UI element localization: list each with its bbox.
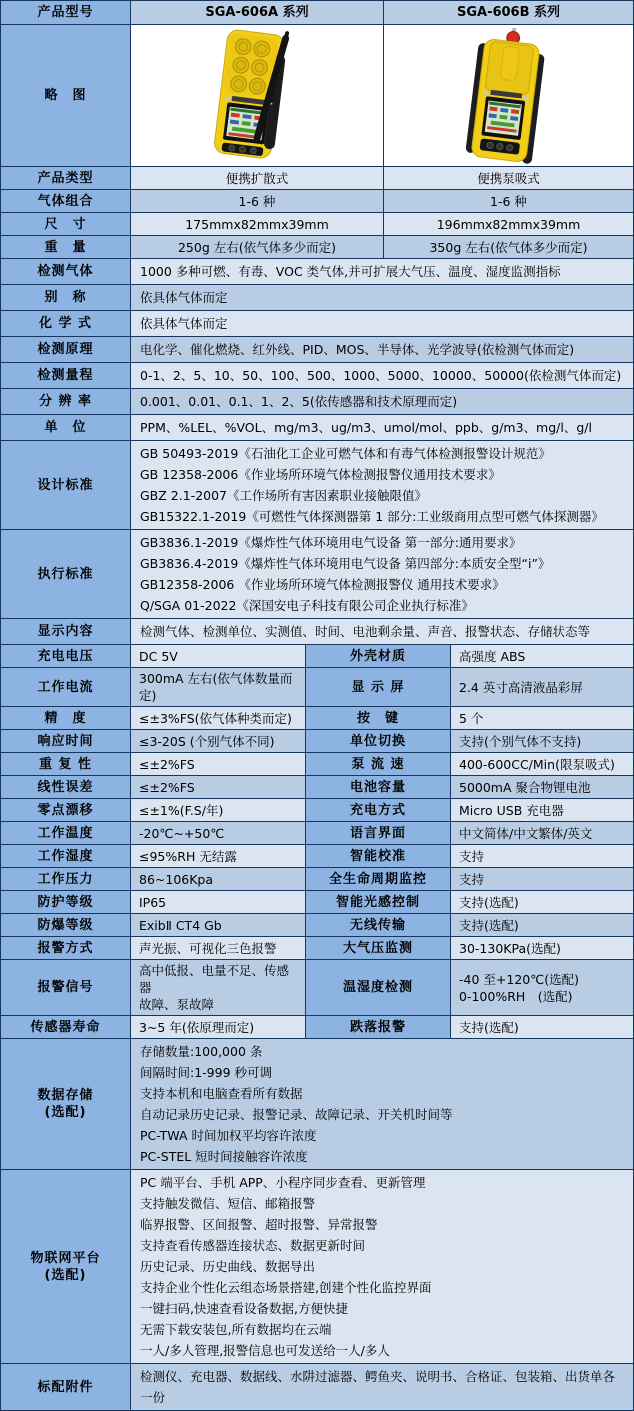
text-line: 检测量程: [37, 368, 94, 383]
text-line: 存储数量:100,000 条: [140, 1044, 263, 1059]
text-line: ≤±2%FS: [139, 756, 195, 772]
text-line: 0-100%RH (选配): [459, 988, 573, 1004]
row-label: [1, 868, 131, 890]
text-line: 便携扩散式: [225, 170, 289, 186]
spec-value-right: [451, 822, 633, 844]
table-row: [1, 960, 633, 1016]
text-line: 一键扫码,快速查看设备数据,方便快捷: [140, 1301, 348, 1316]
spec-value-left: [131, 799, 306, 821]
row-label: [1, 441, 131, 529]
spec-value-left: [131, 668, 306, 706]
text-line: 支持企业个性化云组态场景搭建,创建个性化监控界面: [140, 1280, 432, 1295]
text-line: 历史记录、历史曲线、数据导出: [140, 1259, 316, 1274]
text-line: 0.001、0.01、0.1、1、2、5(依传感器和技术原理而定): [140, 394, 458, 409]
sga-606a-product-image: [131, 25, 383, 166]
row-label: [1, 25, 131, 166]
text-line: 高中低报、电量不足、传感器: [139, 963, 290, 995]
text-line: 报警信号: [37, 980, 94, 995]
text-line: 声光振、可视化三色报警: [139, 940, 277, 956]
row-label: [1, 1170, 131, 1363]
spec-value-left: [131, 822, 306, 844]
row-label: [1, 645, 131, 667]
row-label: [1, 311, 131, 336]
text-line: 智能校准: [349, 848, 406, 864]
model-a-header: [131, 1, 384, 24]
spec-value-right: [451, 845, 633, 867]
spec-value-left: [131, 891, 306, 913]
value-a: [131, 213, 384, 235]
text-line: PC-STEL 短时间接触容许浓度: [140, 1149, 308, 1164]
text-line: 单位切换: [349, 733, 406, 749]
table-row: [1, 822, 633, 845]
text-line: SGA-606B 系列: [456, 5, 561, 20]
table-row: [1, 668, 633, 707]
value-a: [131, 190, 384, 212]
text-line: PPM、%LEL、%VOL、mg/m3、ug/m3、umol/mol、ppb、g/m3、mg/l、g/l: [140, 420, 592, 435]
spec-value-right: [451, 707, 633, 729]
row-label-2: [306, 753, 451, 775]
spec-value-right: [451, 868, 633, 890]
row-label: [1, 753, 131, 775]
spec-value-right: [451, 730, 633, 752]
spec-value-left: [131, 1016, 306, 1038]
spec-value: [131, 389, 633, 414]
text-line: 1000 多种可燃、有毒、VOC 类气体,并可扩展大气压、温度、湿度监测指标: [140, 264, 561, 279]
text-line: ≤±3%FS(依气体种类而定): [139, 710, 292, 726]
spec-value-left: [131, 753, 306, 775]
text-line: 工作湿度: [37, 848, 94, 864]
row-label-2: [306, 776, 451, 798]
row-label-2: [306, 645, 451, 667]
text-line: 检测气体: [37, 264, 94, 279]
text-line: 支持(个别气体不支持): [459, 733, 582, 749]
row-label-2: [306, 1016, 451, 1038]
text-line: 重 复 性: [38, 756, 93, 772]
text-line: 全生命周期监控: [328, 871, 427, 887]
text-line: GB3836.1-2019《爆炸性气体环境用电气设备 第一部分:通用要求》: [140, 535, 522, 550]
text-line: 支持: [459, 871, 485, 887]
text-line: 1-6 种: [490, 193, 527, 209]
text-line: 显 示 屏: [351, 679, 405, 695]
table-row: [1, 25, 633, 167]
row-label: [1, 190, 131, 212]
product-image-cell-a: [131, 25, 384, 166]
text-line: 5000mA 聚合物锂电池: [459, 779, 591, 795]
spec-value-left: [131, 645, 306, 667]
spec-value-right: [451, 799, 633, 821]
table-row: [1, 1170, 633, 1364]
spec-value-right: [451, 960, 633, 1015]
table-row: [1, 1016, 633, 1039]
table-row: [1, 236, 633, 259]
text-line: 5 个: [459, 710, 484, 726]
row-label: [1, 1039, 131, 1169]
table-row: [1, 1364, 633, 1410]
text-line: 外壳材质: [349, 648, 406, 664]
spec-value-left: [131, 960, 306, 1015]
text-line: 3~5 年(依原理而定): [139, 1019, 255, 1035]
text-line: 工作温度: [37, 825, 94, 841]
row-label-2: [306, 707, 451, 729]
spec-value-right: [451, 776, 633, 798]
row-label: [1, 891, 131, 913]
text-line: 检测仪、充电器、数据线、水阱过滤器、鳄鱼夹、说明书、合格证、包装箱、出货单各一份: [140, 1369, 616, 1405]
spec-value-right: [451, 668, 633, 706]
text-line: 产品类型: [37, 170, 94, 186]
text-line: 支持(选配): [459, 917, 519, 933]
table-row: [1, 337, 633, 363]
table-row: [1, 441, 633, 530]
spec-value: [131, 1170, 633, 1363]
row-label: [1, 707, 131, 729]
table-row: [1, 868, 633, 891]
text-line: 电池容量: [349, 779, 406, 795]
row-label-2: [306, 822, 451, 844]
sga-606b-product-image: [384, 25, 633, 166]
table-row: [1, 619, 633, 645]
row-label: [1, 1, 131, 24]
spec-value-right: [451, 645, 633, 667]
row-label-2: [306, 914, 451, 936]
spec-value-left: [131, 730, 306, 752]
text-line: 196mmx82mmx39mm: [436, 216, 581, 232]
text-line: 略 图: [44, 88, 87, 103]
text-line: 化 学 式: [38, 316, 93, 331]
text-line: 便携泵吸式: [477, 170, 540, 186]
row-label: [1, 822, 131, 844]
text-line: ≤±2%FS: [139, 779, 195, 795]
text-line: IP65: [139, 894, 167, 910]
text-line: GB 12358-2006《作业场所环境气体检测报警仪通用技术要求》: [140, 467, 501, 482]
table-row: [1, 645, 633, 668]
text-line: -40 至+120℃(选配): [459, 971, 580, 987]
table-row: [1, 776, 633, 799]
table-row: [1, 213, 633, 236]
text-line: 支持查看传感器连接状态、数据更新时间: [140, 1238, 366, 1253]
text-line: 数据存储: [37, 1088, 94, 1103]
value-b: [384, 190, 633, 212]
row-label-2: [306, 845, 451, 867]
text-line: GB3836.4-2019《爆炸性气体环境用电气设备 第四部分:本质安全型“i”》: [140, 556, 551, 571]
spec-value-left: [131, 776, 306, 798]
text-line: 400-600CC/Min(限泵吸式): [459, 756, 615, 772]
text-line: 中文简体/中文繁体/英文: [459, 825, 593, 841]
text-line: 300mA 左右(依气体数量而定): [139, 671, 293, 703]
spec-value: [131, 311, 633, 336]
table-row: [1, 891, 633, 914]
text-line: 无需下载安装包,所有数据均在云端: [140, 1322, 332, 1337]
text-line: 自动记录历史记录、报警记录、故障记录、开关机时间等: [140, 1107, 453, 1122]
text-line: GB 50493-2019《石油化工企业可燃气体和有毒气体检测报警设计规范》: [140, 446, 551, 461]
text-line: 重 量: [44, 239, 87, 255]
row-label-2: [306, 891, 451, 913]
text-line: 支持(选配): [459, 1019, 519, 1035]
text-line: 标配附件: [37, 1379, 94, 1395]
text-line: ≤±1%(F.S/年): [139, 802, 224, 818]
product-image-cell-b: [384, 25, 633, 166]
row-label-2: [306, 937, 451, 959]
text-line: 智能光感控制: [335, 894, 420, 910]
text-line: 检测气体、检测单位、实测值、时间、电池剩余量、声音、报警状态、存储状态等: [140, 624, 591, 639]
table-row: [1, 753, 633, 776]
spec-value: [131, 619, 633, 644]
text-line: (选配): [44, 1267, 87, 1283]
text-line: 物联网平台: [30, 1250, 101, 1266]
table-row: [1, 707, 633, 730]
text-line: SGA-606A 系列: [205, 5, 309, 20]
model-b-header: [384, 1, 633, 24]
text-line: 显示内容: [37, 624, 94, 639]
table-row: [1, 311, 633, 337]
text-line: 防爆等级: [37, 917, 94, 933]
row-label-2: [306, 668, 451, 706]
text-line: 支持本机和电脑查看所有数据: [140, 1086, 303, 1101]
spec-value: [131, 530, 633, 618]
spec-value-right: [451, 753, 633, 775]
spec-value: [131, 441, 633, 529]
text-line: 支持: [459, 848, 485, 864]
spec-value-left: [131, 914, 306, 936]
row-label-2: [306, 730, 451, 752]
text-line: 跌落报警: [349, 1019, 406, 1035]
text-line: 泵 流 速: [351, 756, 405, 772]
text-line: ExibⅡ CT4 Gb: [139, 917, 222, 933]
row-label-2: [306, 868, 451, 890]
row-label: [1, 1364, 131, 1410]
text-line: 充电方式: [349, 802, 406, 818]
table-row: [1, 1039, 633, 1170]
text-line: 一人/多人管理,报警信息也可发送给一人/多人: [140, 1343, 390, 1358]
spec-value: [131, 363, 633, 388]
spec-value-right: [451, 937, 633, 959]
row-label: [1, 730, 131, 752]
text-line: 精 度: [44, 710, 87, 726]
table-row: [1, 190, 633, 213]
value-b: [384, 236, 633, 258]
text-line: 单 位: [44, 420, 87, 435]
table-row: [1, 937, 633, 960]
spec-value-right: [451, 914, 633, 936]
row-label: [1, 363, 131, 388]
row-label: [1, 937, 131, 959]
table-row: [1, 845, 633, 868]
text-line: -20℃~+50℃: [139, 825, 225, 841]
text-line: GBZ 2.1-2007《工作场所有害因素职业接触限值》: [140, 488, 428, 503]
text-line: ≤95%RH 无结露: [139, 848, 237, 864]
row-label: [1, 776, 131, 798]
text-line: 防护等级: [37, 894, 94, 910]
row-label: [1, 415, 131, 440]
spec-value: [131, 1039, 633, 1169]
row-label: [1, 285, 131, 310]
text-line: 分 辨 率: [38, 394, 93, 409]
text-line: 30-130KPa(选配): [459, 940, 561, 956]
spec-value: [131, 337, 633, 362]
table-row: [1, 799, 633, 822]
pump-detector-illustration: [434, 27, 584, 165]
text-line: 2.4 英寸高清液晶彩屏: [459, 679, 583, 695]
text-line: 语言界面: [349, 825, 406, 841]
text-line: 充电电压: [37, 648, 94, 664]
spec-value: [131, 259, 633, 284]
table-row: [1, 530, 633, 619]
row-label-2: [306, 960, 451, 1015]
text-line: 线性误差: [37, 779, 94, 795]
spec-value-left: [131, 845, 306, 867]
text-line: 工作电流: [37, 679, 94, 695]
spec-value: [131, 1364, 633, 1410]
row-label: [1, 668, 131, 706]
text-line: 气体组合: [37, 193, 94, 209]
text-line: 175mmx82mmx39mm: [185, 216, 329, 232]
header-row: [1, 1, 633, 25]
text-line: 设计标准: [37, 477, 94, 493]
spec-value-left: [131, 937, 306, 959]
table-row: [1, 167, 633, 190]
text-line: 依具体气体而定: [140, 290, 228, 305]
text-line: 尺 寸: [44, 216, 87, 232]
text-line: 间隔时间:1-999 秒可调: [140, 1065, 273, 1080]
row-label: [1, 799, 131, 821]
text-line: 检测原理: [37, 342, 94, 357]
value-a: [131, 236, 384, 258]
text-line: Q/SGA 01-2022《深国安电子科技有限公司企业执行标准》: [140, 598, 474, 613]
table-row: [1, 259, 633, 285]
text-line: ≤3-20S (个别气体不同): [139, 733, 275, 749]
value-b: [384, 167, 633, 189]
row-label: [1, 259, 131, 284]
text-line: 支持触发微信、短信、邮箱报警: [140, 1196, 316, 1211]
table-row: [1, 363, 633, 389]
spec-value-right: [451, 891, 633, 913]
text-line: 1-6 种: [238, 193, 276, 209]
row-label: [1, 960, 131, 1015]
text-line: 故障、泵故障: [139, 997, 215, 1012]
text-line: 工作压力: [37, 871, 94, 887]
text-line: PC-TWA 时间加权平均容许浓度: [140, 1128, 317, 1143]
row-label: [1, 389, 131, 414]
value-a: [131, 167, 384, 189]
text-line: 别 称: [44, 290, 87, 305]
row-label: [1, 1016, 131, 1038]
text-line: 执行标准: [37, 566, 94, 582]
spec-value-left: [131, 868, 306, 890]
text-line: 大气压监测: [342, 940, 413, 956]
text-line: 零点漂移: [37, 802, 94, 818]
row-label: [1, 213, 131, 235]
spec-value: [131, 415, 633, 440]
text-line: 无线传输: [349, 917, 406, 933]
text-line: 依具体气体而定: [140, 316, 228, 331]
row-label: [1, 167, 131, 189]
text-line: PC 端平台、手机 APP、小程序同步查看、更新管理: [140, 1175, 426, 1190]
table-row: [1, 730, 633, 753]
value-b: [384, 213, 633, 235]
text-line: 350g 左右(依气体多少而定): [429, 239, 588, 255]
text-line: 产品型号: [37, 5, 94, 20]
diffusion-detector-illustration: [182, 27, 332, 165]
text-line: (选配): [44, 1105, 87, 1120]
table-row: [1, 285, 633, 311]
text-line: 0-1、2、5、10、50、100、500、1000、5000、10000、50000(依检测气体而定): [140, 368, 622, 383]
text-line: 高强度 ABS: [459, 648, 526, 664]
row-label: [1, 337, 131, 362]
text-line: 86~106Kpa: [139, 871, 214, 887]
table-row: [1, 389, 633, 415]
row-label: [1, 914, 131, 936]
table-row: [1, 415, 633, 441]
text-line: 报警方式: [37, 940, 94, 956]
table-row: [1, 914, 633, 937]
row-label: [1, 845, 131, 867]
text-line: 响应时间: [37, 733, 94, 749]
text-line: 支持(选配): [459, 894, 519, 910]
text-line: Micro USB 充电器: [459, 802, 564, 818]
row-label-2: [306, 799, 451, 821]
text-line: GB12358-2006 《作业场所环境气体检测报警仪 通用技术要求》: [140, 577, 505, 592]
text-line: 按 键: [356, 710, 399, 726]
text-line: GB15322.1-2019《可燃性气体探测器第 1 部分:工业级商用点型可燃气体探测器》: [140, 509, 604, 524]
row-label: [1, 530, 131, 618]
text-line: DC 5V: [139, 648, 178, 664]
row-label: [1, 236, 131, 258]
text-line: 温湿度检测: [342, 980, 413, 995]
spec-value-left: [131, 707, 306, 729]
text-line: 传感器寿命: [30, 1019, 101, 1035]
text-line: 电化学、催化燃烧、红外线、PID、MOS、半导体、光学波导(依检测气体而定): [140, 342, 575, 357]
row-label: [1, 619, 131, 644]
spec-value-right: [451, 1016, 633, 1038]
text-line: 临界报警、区间报警、超时报警、异常报警: [140, 1217, 378, 1232]
text-line: 250g 左右(依气体多少而定): [177, 239, 337, 255]
spec-value: [131, 285, 633, 310]
